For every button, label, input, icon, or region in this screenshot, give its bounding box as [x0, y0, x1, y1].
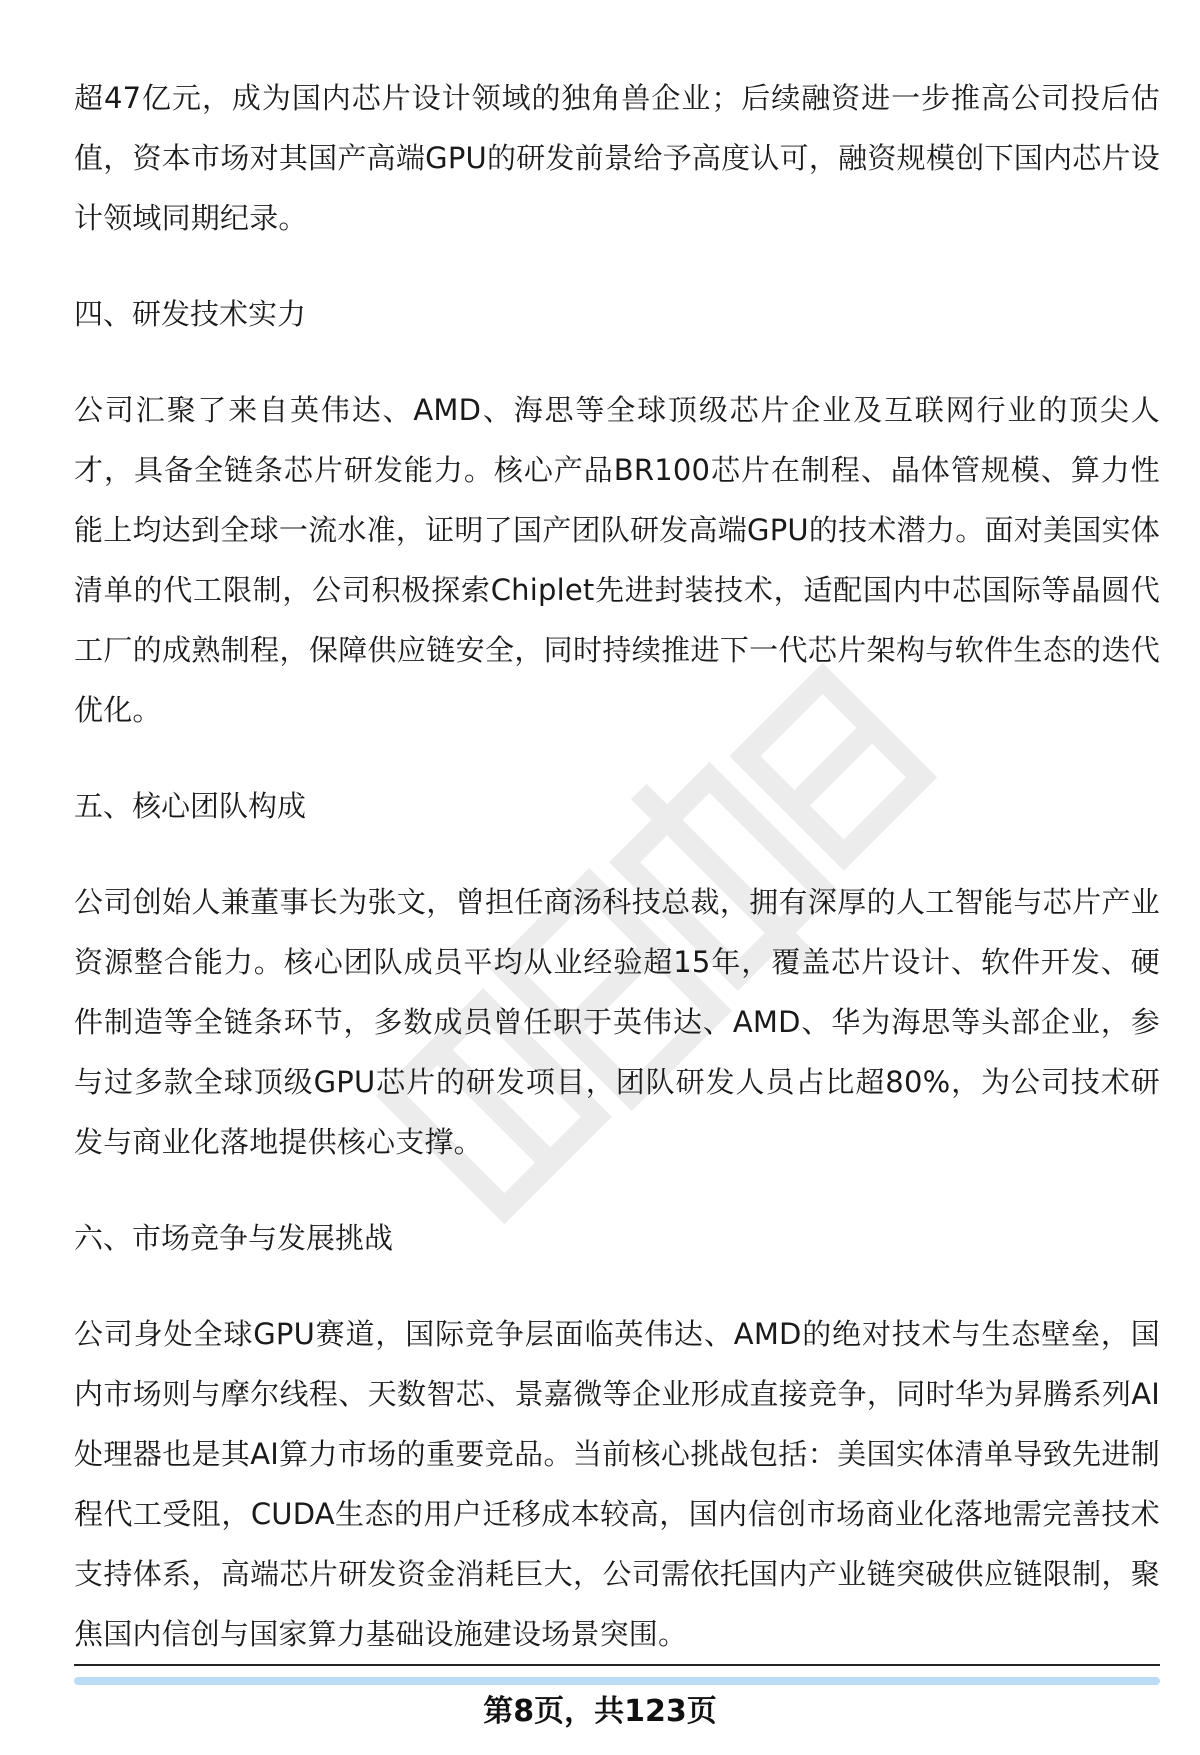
- page-number: 第8页，共123页: [483, 1694, 717, 1729]
- footer-divider: [74, 1664, 1160, 1666]
- section-heading-team: 五、核心团队构成: [74, 789, 307, 823]
- paragraph-competition: 公司身处全球GPU赛道，国际竞争层面临英伟达、AMD的绝对技术与生态壁垒，国内市场则与摩尔线程、天数智芯、景嘉微等企业形成直接竞争，同时华为昇腾系列AI处理器也是其AI算力市场的重要竞品。当前核心挑战包括：美国实体清单导致先进制程代工受阻，CUDA生态的用户迁移成本较高，国内信创市场商业化落地需完善技术支持体系，高端芯片研发资金消耗巨大，公司需依托国内产业链突破供应链限制，聚焦国内信创与国家算力基础设施建设场景突围。: [74, 1317, 1160, 1651]
- document-body: [74, 68, 1160, 1664]
- section-heading-rd: 四、研发技术实力: [74, 297, 307, 331]
- section-heading-competition: 六、市场竞争与发展挑战: [74, 1221, 394, 1255]
- paragraph-rd: 公司汇聚了来自英伟达、AMD、海思等全球顶级芯片企业及互联网行业的顶尖人才，具备全链条芯片研发能力。核心产品BR100芯片在制程、晶体管规模、算力性能上均达到全球一流水准，证明了国产团队研发高端GPU的技术潜力。面对美国实体清单的代工限制，公司积极探索Chiplet先进封装技术，适配国内中芯国际等晶圆代工厂的成熟制程，保障供应链安全，同时持续推进下一代芯片架构与软件生态的迭代优化。: [74, 393, 1160, 727]
- footer-accent-bar: [74, 1677, 1160, 1685]
- paragraph-team: 公司创始人兼董事长为张文，曾担任商汤科技总裁，拥有深厚的人工智能与芯片产业资源整合能力。核心团队成员平均从业经验超15年，覆盖芯片设计、软件开发、硬件制造等全链条环节，多数成员曾任职于英伟达、AMD、华为海思等头部企业，参与过多款全球顶级GPU芯片的研发项目，团队研发人员占比超80%，为公司技术研发与商业化落地提供核心支撑。: [74, 885, 1160, 1159]
- paragraph-funding: 超47亿元，成为国内芯片设计领域的独角兽企业；后续融资进一步推高公司投后估值，资本市场对其国产高端GPU的研发前景给予高度认可，融资规模创下国内芯片设计领域同期纪录。: [74, 81, 1160, 235]
